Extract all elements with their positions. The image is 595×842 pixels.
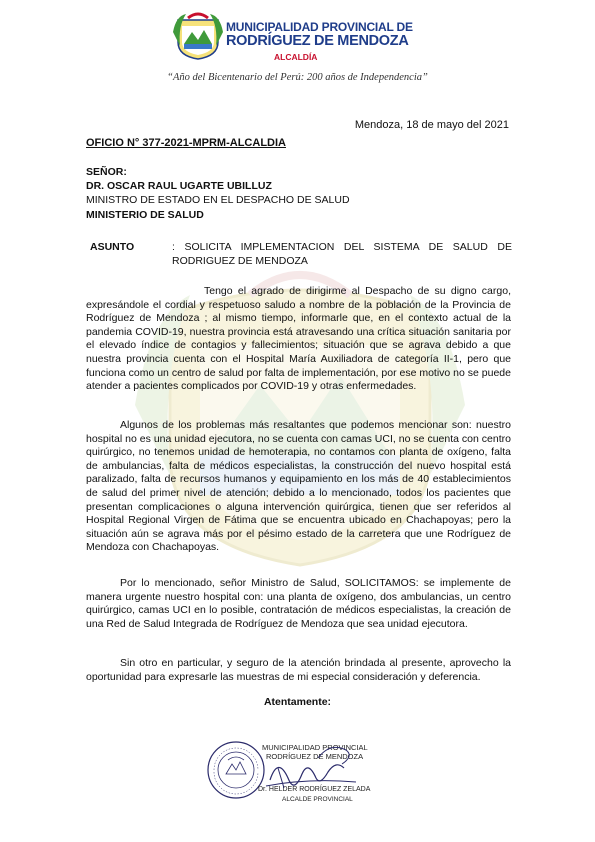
salutation: SEÑOR: bbox=[86, 166, 127, 178]
institution-office: ALCALDÍA bbox=[274, 52, 318, 62]
year-motto: “Año del Bicentenario del Perú: 200 años de Independencia” bbox=[167, 72, 428, 83]
stamp-institution-line2: RODRÍGUEZ DE MENDOZA bbox=[266, 752, 364, 761]
institution-name-line1: MUNICIPALIDAD PROVINCIAL DE bbox=[226, 20, 413, 34]
subject-text: : SOLICITA IMPLEMENTACION DEL SISTEMA DE SALUD DE RODRIGUEZ DE MENDOZA bbox=[172, 241, 512, 267]
stamp-mayor-name: Dr. HELDER RODRÍGUEZ ZELADA bbox=[258, 786, 371, 793]
body-paragraph: Por lo mencionado, señor Ministro de Salud, SOLICITAMOS: se implemente de manera urgente nuestro hospital con: una planta de oxígeno, dos ambulancias, un centro quirúrgico, camas UCI en lo posible, contratación de médicos especialistas, la creación de una Red de Salud Integrada de Rodríguez de Mendoza que sea unidad ejecutora. bbox=[86, 577, 511, 630]
institution-name-line2: RODRÍGUEZ DE MENDOZA bbox=[226, 33, 409, 49]
stamp-institution-line1: MUNICIPALIDAD PROVINCIAL bbox=[262, 743, 368, 752]
body-paragraph: Algunos de los problemas más resaltantes que podemos mencionar son: nuestro hospital no es una unidad ejecutora, no se cuenta con camas UCI, no se cuenta con centro quirúrgico, no tenemos unidad de hemoterapia, no contamos con planta de oxígeno, falta de ambulancias, falta de médicos especialistas, la construcción del nuevo hospital está paralizado, falta de recursos humanos y equipamiento en los más de 40 establecimientos de salud del primer nivel de atención; debido a lo mencionado, todos los pacientes que presentan complicaciones o alguna intervención quirúrgica, tienen que ser referidos al Hospital Regional Virgen de Fátima que se encuentra ubicado en Chachapoyas; pero la situación aún se agrava más por el pésimo estado de la carretera que une Rodríguez de Mendoza con Chachapoyas. bbox=[86, 419, 511, 554]
stamp-mayor-role: ALCALDE PROVINCIAL bbox=[282, 796, 353, 803]
official-seal-icon bbox=[206, 740, 266, 800]
handwritten-signature-icon bbox=[258, 738, 371, 808]
municipal-crest-icon bbox=[172, 12, 224, 60]
letter-date: Mendoza, 18 de mayo del 2021 bbox=[354, 119, 509, 131]
body-paragraph: Sin otro en particular, y seguro de la atención brindada al presente, aprovecho la oportunidad para expresarle las muestras de mi especial consideración y deferencia. bbox=[86, 657, 511, 683]
recipient-organization: MINISTERIO DE SALUD bbox=[86, 209, 204, 221]
subject-label: ASUNTO bbox=[90, 241, 135, 253]
recipient-title: MINISTRO DE ESTADO EN EL DESPACHO DE SALUD bbox=[86, 194, 350, 206]
recipient-name: DR. OSCAR RAUL UGARTE UBILLUZ bbox=[86, 180, 272, 192]
closing-phrase: Atentamente: bbox=[263, 696, 332, 708]
letter-reference: OFICIO N° 377-2021-MPRM-ALCALDIA bbox=[86, 137, 286, 149]
body-paragraph: Tengo el agrado de dirigirme al Despacho de su digno cargo, expresándole el cordial y respetuoso saludo a nombre de la población de la Provincia de Rodríguez de Mendoza ; al mismo tiempo, informarle que, en el contexto actual de la pandemia COVID-19, nuestra provincia está atravesando una crítica situación sanitaria por el elevado índice de contagios y fallecimientos; situación que se agrava debido a que nuestra provincia cuenta con el Hospital María Auxiliadora de categoría II-1, pero que funciona como un centro de salud por falta de implementación, por ese motivo no se puede atender a pacientes complicados por COVID-19 y otras enfermedades. bbox=[86, 285, 511, 393]
